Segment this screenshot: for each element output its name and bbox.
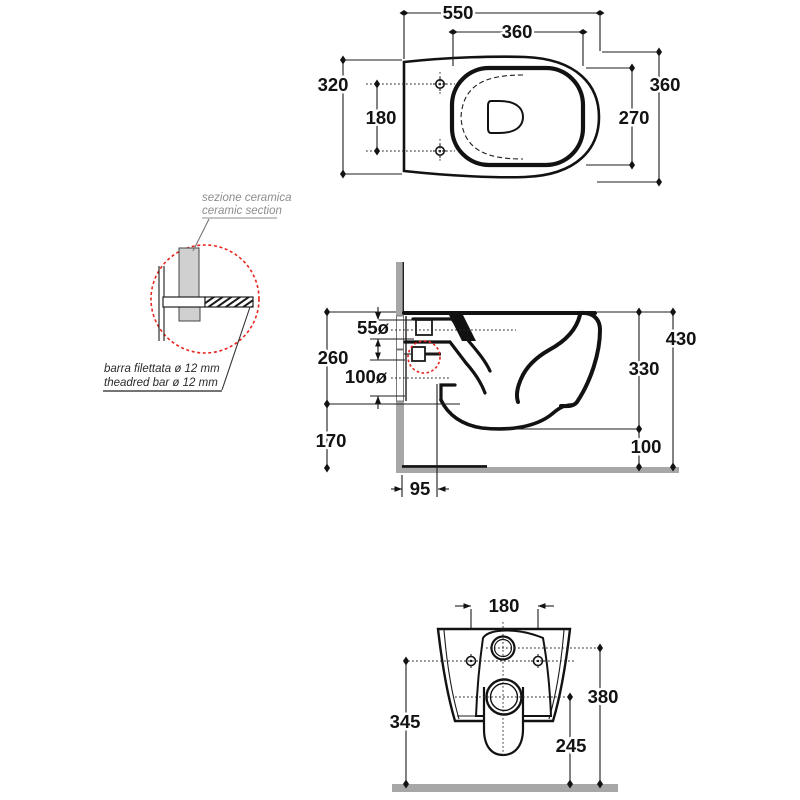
dim-front-hole-height: 345 — [389, 711, 421, 732]
callout-ceramic-section-en: ceramic section — [202, 205, 282, 217]
dim-plan-hole-spacing: 180 — [365, 107, 397, 128]
fixing-detail-figure — [103, 192, 291, 391]
dim-plan-bowl-length: 360 — [501, 21, 533, 42]
dim-plan-bowl-width: 270 — [618, 107, 650, 128]
plan-trap-hole — [488, 101, 523, 133]
side-section-view — [316, 262, 697, 499]
side-fixing-nut — [412, 347, 425, 361]
dim-front-hole-spacing: 180 — [488, 595, 520, 616]
top-plan-view — [318, 2, 681, 182]
dim-front-inlet-height: 380 — [587, 686, 619, 707]
dim-side-overall-height: 430 — [665, 328, 697, 349]
front-floor — [392, 784, 618, 792]
dim-side-outlet-diameter: 100ø — [344, 366, 388, 387]
detail-threaded-bar — [205, 297, 253, 307]
callout-ceramic-section-it: sezione ceramica — [202, 192, 292, 204]
detail-callout-bottom — [103, 307, 250, 391]
dim-side-underside-clearance: 100 — [630, 436, 662, 457]
dim-side-inlet-drop: 260 — [317, 347, 349, 368]
dim-side-outlet-height: 170 — [315, 430, 347, 451]
top-plan-body — [366, 57, 599, 178]
detail-ceramic-section-lower — [179, 307, 200, 321]
side-inlet-socket — [416, 320, 432, 335]
detail-ceramic-section-upper — [179, 248, 199, 297]
dim-front-outlet-height: 245 — [555, 735, 587, 756]
callout-threaded-bar-it: barra filettata ø 12 mm — [104, 363, 220, 375]
front-view — [390, 595, 619, 792]
dim-side-rim-height: 330 — [628, 358, 660, 379]
dim-side-inlet-diameter: 55ø — [357, 317, 389, 338]
side-toilet-section — [404, 313, 600, 429]
detail-callout-top — [193, 192, 291, 251]
dim-plan-rear-width: 320 — [317, 74, 349, 95]
dim-side-outlet-wall-distance: 95 — [409, 478, 431, 499]
side-floor — [396, 467, 679, 473]
dim-plan-overall-width: 360 — [649, 74, 681, 95]
detail-bar-plain — [163, 297, 205, 307]
dim-plan-overall-length: 550 — [442, 2, 474, 23]
callout-threaded-bar-en: theadred bar ø 12 mm — [104, 377, 218, 389]
